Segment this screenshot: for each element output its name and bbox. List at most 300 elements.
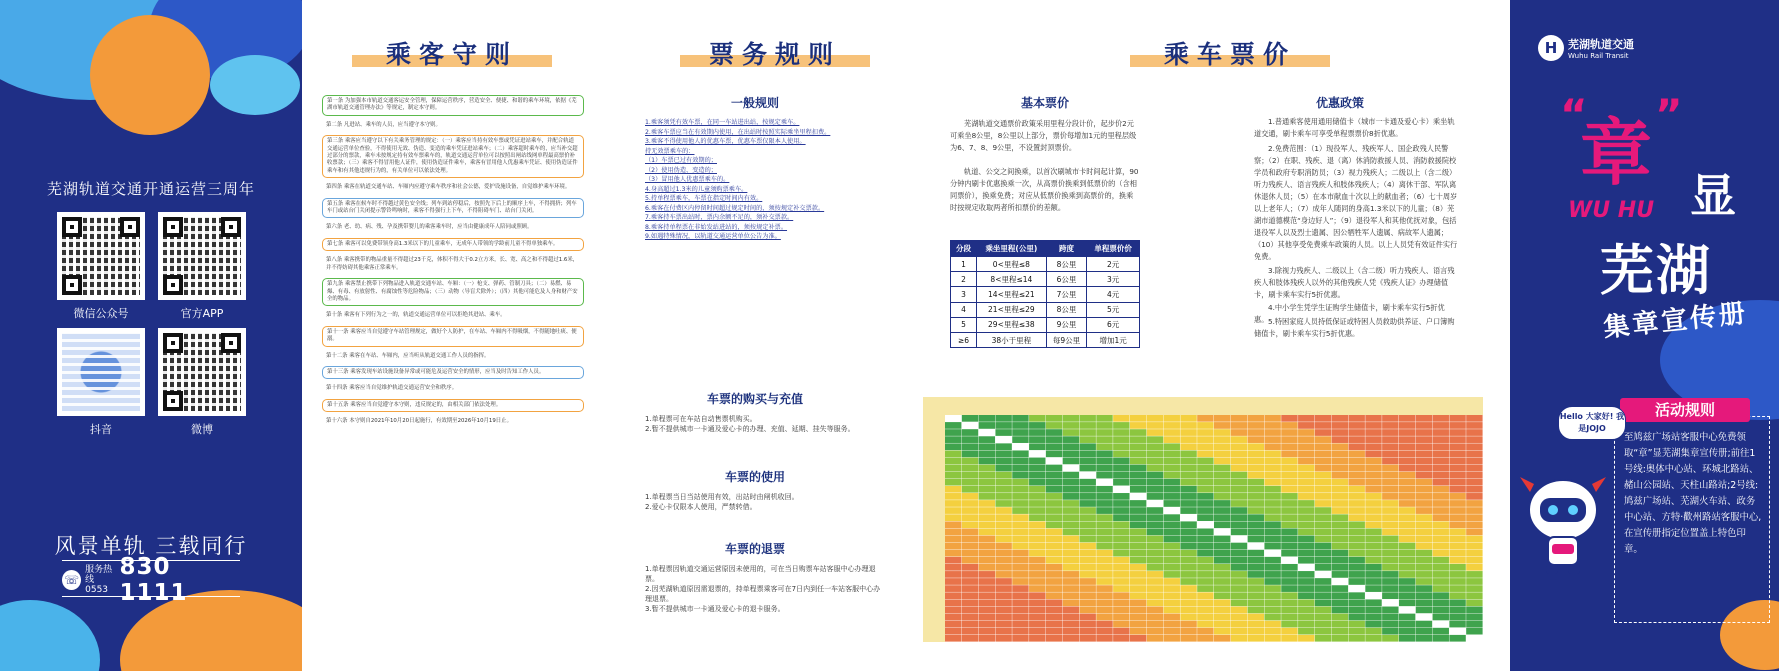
matrix-cell <box>1281 507 1297 514</box>
matrix-cell <box>1164 450 1180 457</box>
matrix-cell <box>1281 514 1297 521</box>
matrix-cell <box>1029 585 1045 592</box>
matrix-cell <box>1012 564 1028 571</box>
fare-table-cell: 每9公里 <box>1046 332 1087 347</box>
matrix-cell <box>1449 557 1465 564</box>
matrix-cell <box>1433 599 1449 606</box>
matrix-cell <box>1315 493 1331 500</box>
matrix-cell <box>1164 514 1180 521</box>
matrix-cell <box>1416 486 1432 493</box>
matrix-cell <box>1214 571 1230 578</box>
matrix-cell <box>1281 415 1297 422</box>
matrix-cell <box>945 486 961 493</box>
fare-table-cell: 4 <box>951 302 977 317</box>
matrix-cell <box>1365 607 1381 614</box>
matrix-cell <box>979 472 995 479</box>
matrix-cell <box>1147 607 1163 614</box>
matrix-cell <box>1315 472 1331 479</box>
discount-paragraph-2: 2.免费范围：（1）现役军人、残疾军人、国企政残人民警察；（2）在职、残疾、退（离）休消防救援人员、消防救援院校学员和政府专职消防员；（3）视力残疾人；二级以上（含二级）听力残疾人、语言残疾人和肢体残疾人；（4）离休干部、军队离休退休人员；（5）在本市献血十次以上的献血者；（6）七十周岁以上老年人；（7）成年人随同的身高1.3米以下的儿童；（8）芜湖市道德模范“身边好人”；（9）退役军人和其他优抚对象，包括退役军人以及烈士遗属、因公牺牲军人遗属、病故军人遗属；（10）其他享受免费乘车政策的人员。以上人员凭有效证件实行免费。 <box>1254 144 1458 261</box>
matrix-cell <box>1130 571 1146 578</box>
fare-table-row <box>951 332 1140 347</box>
matrix-cell <box>962 621 978 628</box>
matrix-cell <box>1248 635 1264 642</box>
matrix-cell <box>1248 578 1264 585</box>
matrix-cell <box>1197 536 1213 543</box>
matrix-cell <box>1113 472 1129 479</box>
matrix-cell <box>1214 543 1230 550</box>
matrix-cell <box>995 472 1011 479</box>
matrix-cell <box>1113 479 1129 486</box>
matrix-cell <box>1349 529 1365 536</box>
matrix-cell <box>1433 465 1449 472</box>
matrix-cell <box>1298 571 1314 578</box>
matrix-cell <box>1399 564 1415 571</box>
matrix-cell <box>1046 529 1062 536</box>
matrix-cell <box>1466 493 1482 500</box>
matrix-cell <box>1298 436 1314 443</box>
weibo-qr-code[interactable] <box>158 328 246 416</box>
matrix-cell <box>1315 429 1331 436</box>
matrix-cell <box>1080 529 1096 536</box>
matrix-cell <box>962 585 978 592</box>
matrix-cell <box>1332 486 1348 493</box>
matrix-cell <box>1180 436 1196 443</box>
matrix-cell <box>1416 436 1432 443</box>
wechat-qr-code[interactable] <box>57 212 145 300</box>
matrix-cell <box>1264 557 1280 564</box>
matrix-cell <box>945 592 961 599</box>
matrix-cell <box>1281 422 1297 429</box>
matrix-cell <box>1080 521 1096 528</box>
matrix-cell <box>1466 415 1482 422</box>
matrix-cell <box>1349 578 1365 585</box>
matrix-cell <box>1214 635 1230 642</box>
fare-table-cell: ≥6 <box>951 332 977 347</box>
matrix-cell <box>1281 564 1297 571</box>
matrix-cell <box>1130 585 1146 592</box>
matrix-cell <box>1449 529 1465 536</box>
matrix-cell <box>1248 585 1264 592</box>
matrix-cell <box>979 607 995 614</box>
matrix-cell <box>1029 628 1045 635</box>
rule-line: 1.单程票当日当站使用有效，出站时由闸机收回。 <box>645 493 799 501</box>
matrix-cell <box>995 458 1011 465</box>
matrix-cell <box>1231 422 1247 429</box>
matrix-cell <box>1029 543 1045 550</box>
matrix-cell <box>1214 465 1230 472</box>
matrix-cell <box>1012 599 1028 606</box>
matrix-cell <box>1012 635 1028 642</box>
matrix-cell <box>945 472 961 479</box>
matrix-cell <box>1113 599 1129 606</box>
matrix-cell <box>1096 635 1112 642</box>
matrix-cell <box>1298 592 1314 599</box>
matrix-cell <box>1046 628 1062 635</box>
matrix-cell <box>1382 557 1398 564</box>
matrix-cell <box>1449 599 1465 606</box>
matrix-cell <box>1248 422 1264 429</box>
matrix-cell <box>1349 550 1365 557</box>
matrix-cell <box>1281 472 1297 479</box>
matrix-cell <box>1248 458 1264 465</box>
matrix-cell <box>1433 564 1449 571</box>
matrix-cell <box>979 550 995 557</box>
matrix-cell <box>1046 550 1062 557</box>
matrix-cell <box>1298 422 1314 429</box>
matrix-cell <box>1046 592 1062 599</box>
matrix-cell <box>1096 578 1112 585</box>
matrix-cell <box>1416 521 1432 528</box>
matrix-cell <box>1096 564 1112 571</box>
matrix-cell <box>1264 429 1280 436</box>
matrix-cell <box>1416 458 1432 465</box>
matrix-cell <box>1096 557 1112 564</box>
matrix-cell <box>1063 529 1079 536</box>
matrix-cell <box>1315 585 1331 592</box>
matrix-cell <box>1147 557 1163 564</box>
matrix-cell <box>1214 486 1230 493</box>
matrix-cell <box>1365 472 1381 479</box>
matrix-cell <box>1298 429 1314 436</box>
matrix-cell <box>962 436 978 443</box>
matrix-cell <box>1433 458 1449 465</box>
matrix-cell <box>979 514 995 521</box>
matrix-cell <box>1130 607 1146 614</box>
matrix-cell <box>1147 614 1163 621</box>
matrix-cell <box>1180 514 1196 521</box>
matrix-cell <box>1264 529 1280 536</box>
matrix-cell <box>1113 543 1129 550</box>
matrix-cell <box>1298 458 1314 465</box>
matrix-cell <box>1046 536 1062 543</box>
matrix-cell <box>1264 465 1280 472</box>
matrix-cell <box>1147 536 1163 543</box>
matrix-cell <box>1063 521 1079 528</box>
matrix-cell <box>1113 436 1129 443</box>
matrix-cell <box>1264 450 1280 457</box>
matrix-cell <box>1130 493 1146 500</box>
matrix-cell <box>1382 450 1398 457</box>
matrix-cell <box>1147 472 1163 479</box>
matrix-cell <box>1214 592 1230 599</box>
matrix-cell <box>1349 585 1365 592</box>
matrix-cell <box>1264 479 1280 486</box>
matrix-cell <box>1046 429 1062 436</box>
matrix-cell <box>1130 536 1146 543</box>
matrix-cell <box>1231 628 1247 635</box>
matrix-cell <box>1197 472 1213 479</box>
matrix-cell <box>1399 557 1415 564</box>
matrix-cell <box>1264 493 1280 500</box>
matrix-cell <box>1264 458 1280 465</box>
matrix-cell <box>1466 500 1482 507</box>
matrix-cell <box>1365 578 1381 585</box>
matrix-cell <box>1281 557 1297 564</box>
matrix-cell <box>1449 507 1465 514</box>
matrix-cell <box>1449 415 1465 422</box>
matrix-cell <box>1264 592 1280 599</box>
rule-item: 第十五条 乘客应当自觉遵守本守则，违反规定的，由相关部门依法处理。 <box>322 399 584 412</box>
rule-line: 1.乘客须凭有效车票，在同一车站进出站，按规定乘车。 <box>645 119 800 126</box>
matrix-cell <box>1063 458 1079 465</box>
matrix-cell <box>1264 500 1280 507</box>
matrix-cell <box>1449 550 1465 557</box>
matrix-cell <box>1113 621 1129 628</box>
matrix-cell <box>1349 472 1365 479</box>
matrix-cell <box>1063 543 1079 550</box>
matrix-cell <box>1214 607 1230 614</box>
matrix-cell <box>1231 493 1247 500</box>
matrix-cell <box>1063 429 1079 436</box>
matrix-cell <box>1365 536 1381 543</box>
matrix-cell <box>1214 514 1230 521</box>
matrix-cell <box>1315 621 1331 628</box>
matrix-cell <box>1012 450 1028 457</box>
matrix-cell <box>1231 571 1247 578</box>
matrix-cell <box>945 571 961 578</box>
matrix-cell <box>1080 621 1096 628</box>
decor-blob <box>90 15 210 135</box>
matrix-cell <box>1466 436 1482 443</box>
matrix-cell <box>1214 585 1230 592</box>
matrix-cell <box>995 514 1011 521</box>
matrix-cell <box>1063 500 1079 507</box>
matrix-cell <box>962 422 978 429</box>
matrix-cell <box>1433 607 1449 614</box>
matrix-cell <box>1080 599 1096 606</box>
matrix-cell <box>1264 635 1280 642</box>
matrix-cell <box>1214 458 1230 465</box>
matrix-cell <box>1281 479 1297 486</box>
matrix-cell <box>1399 614 1415 621</box>
matrix-cell <box>1399 578 1415 585</box>
hotline <box>62 554 242 606</box>
matrix-cell <box>1365 564 1381 571</box>
fare-table-cell: 0<里程≤8 <box>977 257 1047 272</box>
matrix-cell <box>1197 592 1213 599</box>
matrix-cell <box>995 557 1011 564</box>
matrix-cell <box>1332 557 1348 564</box>
matrix-cell <box>962 592 978 599</box>
matrix-cell <box>1197 422 1213 429</box>
matrix-cell <box>1248 450 1264 457</box>
matrix-cell <box>1164 571 1180 578</box>
matrix-cell <box>1365 493 1381 500</box>
rule-line: 2.爱心卡仅限本人使用，严禁转借。 <box>645 503 757 511</box>
matrix-cell <box>1164 543 1180 550</box>
matrix-cell <box>1063 536 1079 543</box>
matrix-cell <box>962 543 978 550</box>
matrix-cell <box>1096 599 1112 606</box>
matrix-cell <box>1096 479 1112 486</box>
matrix-cell <box>1433 521 1449 528</box>
app-qr-code[interactable] <box>158 212 246 300</box>
matrix-cell <box>1281 529 1297 536</box>
matrix-cell <box>1433 529 1449 536</box>
matrix-cell <box>979 564 995 571</box>
matrix-cell <box>1012 422 1028 429</box>
matrix-cell <box>1164 578 1180 585</box>
matrix-cell <box>1315 422 1331 429</box>
matrix-cell <box>1113 592 1129 599</box>
matrix-cell <box>1231 472 1247 479</box>
matrix-cell <box>1113 486 1129 493</box>
matrix-cell <box>1164 536 1180 543</box>
matrix-cell <box>995 578 1011 585</box>
matrix-cell <box>1466 592 1482 599</box>
matrix-cell <box>1096 493 1112 500</box>
matrix-cell <box>1449 450 1465 457</box>
matrix-cell <box>1399 607 1415 614</box>
matrix-cell <box>1231 514 1247 521</box>
matrix-cell <box>945 536 961 543</box>
matrix-cell <box>1214 578 1230 585</box>
matrix-cell <box>1416 479 1432 486</box>
matrix-cell <box>1449 514 1465 521</box>
matrix-cell <box>1164 443 1180 450</box>
matrix-cell <box>1012 486 1028 493</box>
matrix-cell <box>1349 536 1365 543</box>
matrix-cell <box>1096 536 1112 543</box>
rule-item: 第四条 乘客在轨道交通车站、车厢内应遵守乘车秩序和社会公德，爱护设施设备，自觉维护乘车环境。 <box>326 184 571 191</box>
matrix-cell <box>1399 500 1415 507</box>
matrix-cell <box>1180 607 1196 614</box>
matrix-cell <box>979 614 995 621</box>
matrix-cell <box>1433 443 1449 450</box>
matrix-cell <box>1332 543 1348 550</box>
matrix-cell <box>1449 422 1465 429</box>
matrix-cell <box>1180 571 1196 578</box>
matrix-cell <box>1449 458 1465 465</box>
matrix-cell <box>1264 571 1280 578</box>
matrix-cell <box>995 592 1011 599</box>
matrix-cell <box>1029 465 1045 472</box>
matrix-cell <box>1416 614 1432 621</box>
matrix-cell <box>1382 493 1398 500</box>
matrix-cell <box>1466 543 1482 550</box>
matrix-cell <box>979 536 995 543</box>
matrix-cell <box>962 628 978 635</box>
matrix-cell <box>1029 578 1045 585</box>
matrix-cell <box>1416 450 1432 457</box>
matrix-cell <box>1349 429 1365 436</box>
matrix-cell <box>1096 514 1112 521</box>
divider <box>62 596 240 597</box>
douyin-qr-code[interactable] <box>57 328 145 416</box>
matrix-cell <box>1130 564 1146 571</box>
matrix-cell <box>1080 536 1096 543</box>
matrix-cell <box>1046 599 1062 606</box>
matrix-cell <box>1130 450 1146 457</box>
matrix-cell <box>1147 599 1163 606</box>
matrix-cell <box>1298 450 1314 457</box>
matrix-cell <box>1214 443 1230 450</box>
matrix-cell <box>1298 628 1314 635</box>
matrix-cell <box>1315 557 1331 564</box>
matrix-cell <box>1264 443 1280 450</box>
matrix-cell <box>1399 529 1415 536</box>
matrix-cell <box>1416 599 1432 606</box>
matrix-cell <box>1315 599 1331 606</box>
matrix-cell <box>1063 514 1079 521</box>
matrix-cell <box>1113 450 1129 457</box>
fare-table-cell: 9公里 <box>1046 317 1087 332</box>
matrix-cell <box>1365 458 1381 465</box>
matrix-cell <box>1281 443 1297 450</box>
matrix-cell <box>1332 571 1348 578</box>
matrix-cell <box>1113 529 1129 536</box>
matrix-cell <box>1147 592 1163 599</box>
matrix-cell <box>1113 607 1129 614</box>
matrix-cell <box>1080 486 1096 493</box>
wuhu-rail-logo <box>1538 35 1634 61</box>
matrix-cell <box>1147 571 1163 578</box>
matrix-cell <box>1298 493 1314 500</box>
matrix-cell <box>962 571 978 578</box>
matrix-cell <box>1466 607 1482 614</box>
matrix-cell <box>1264 607 1280 614</box>
matrix-cell <box>1466 585 1482 592</box>
matrix-cell <box>1416 500 1432 507</box>
matrix-cell <box>1315 514 1331 521</box>
matrix-cell <box>1416 493 1432 500</box>
matrix-cell <box>979 592 995 599</box>
matrix-cell <box>1433 557 1449 564</box>
matrix-cell <box>1214 628 1230 635</box>
matrix-cell <box>1281 592 1297 599</box>
matrix-cell <box>1298 543 1314 550</box>
matrix-cell <box>1180 443 1196 450</box>
right-quote-icon: ” <box>1655 90 1683 139</box>
matrix-cell <box>1433 543 1449 550</box>
matrix-cell <box>1180 550 1196 557</box>
rule-item: 第十一条 乘客应当自觉遵守车站管理规定，做好个人防护，在车站、车厢内不得吸烟，不得随地吐痰、便溺。 <box>322 326 584 347</box>
matrix-cell <box>1349 436 1365 443</box>
matrix-cell <box>1315 607 1331 614</box>
matrix-cell <box>1197 443 1213 450</box>
matrix-cell <box>1332 514 1348 521</box>
matrix-cell <box>1080 450 1096 457</box>
matrix-cell <box>1349 592 1365 599</box>
matrix-cell <box>979 543 995 550</box>
matrix-cell <box>1399 507 1415 514</box>
matrix-cell <box>1315 564 1331 571</box>
matrix-cell <box>1264 621 1280 628</box>
matrix-cell <box>1399 458 1415 465</box>
matrix-cell <box>979 493 995 500</box>
passenger-rules-title: 乘客守则 <box>352 38 552 68</box>
matrix-cell <box>1248 415 1264 422</box>
matrix-cell <box>1382 436 1398 443</box>
matrix-cell <box>1096 472 1112 479</box>
matrix-cell <box>1466 550 1482 557</box>
matrix-cell <box>1214 614 1230 621</box>
matrix-cell <box>1382 614 1398 621</box>
matrix-cell <box>1197 614 1213 621</box>
matrix-cell <box>1130 429 1146 436</box>
matrix-cell <box>1365 450 1381 457</box>
matrix-cell <box>1130 486 1146 493</box>
matrix-cell <box>1096 465 1112 472</box>
matrix-cell <box>1349 443 1365 450</box>
matrix-cell <box>1399 450 1415 457</box>
matrix-cell <box>1349 564 1365 571</box>
matrix-cell <box>1113 536 1129 543</box>
matrix-cell <box>1147 500 1163 507</box>
matrix-cell <box>1315 536 1331 543</box>
matrix-cell <box>1332 500 1348 507</box>
fare-table-header <box>951 241 1140 257</box>
